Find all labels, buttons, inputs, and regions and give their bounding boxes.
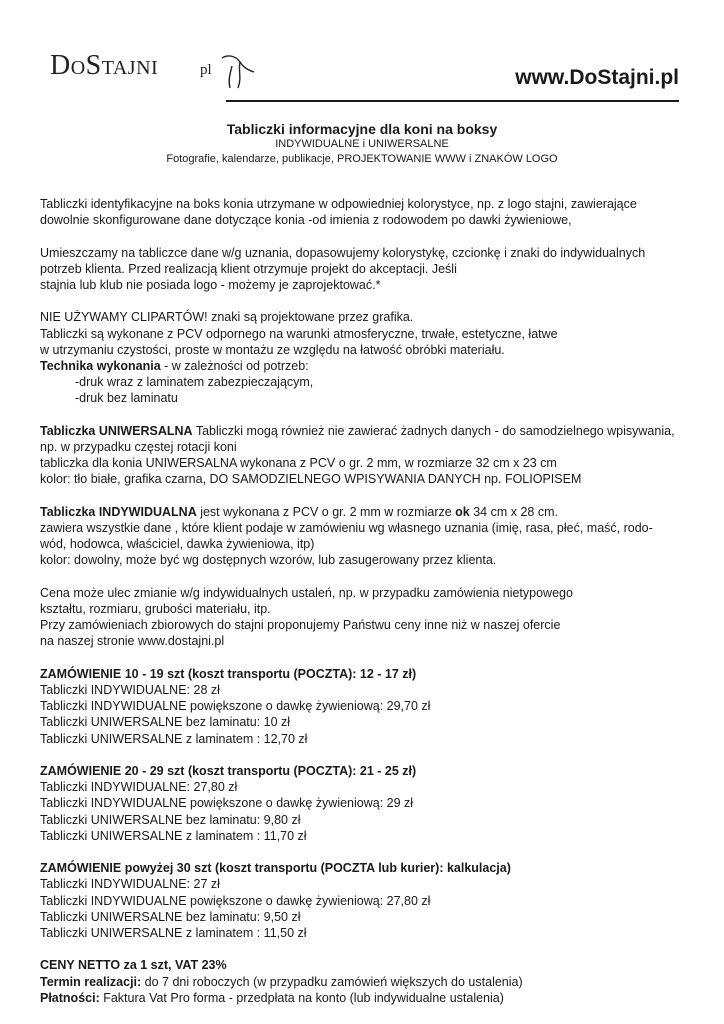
text-line: stajnia lub klub nie posiada logo - możemy je zaprojektować.* (40, 278, 381, 292)
subtitle-line-2: Fotografie, kalendarze, publikacje, PROJEKTOWANIE WWW i ZNAKÓW LOGO (166, 153, 558, 165)
individual-paragraph (40, 504, 690, 569)
title-block (0, 121, 724, 167)
payment-term (40, 990, 690, 1006)
order-heading (40, 860, 690, 876)
technique-line (40, 358, 690, 374)
universal-text: Tabliczki mogą również nie zawierać żadnych danych - do samodzielnego wpisywania, (192, 423, 675, 438)
text-line: potrzeb klienta. Przed realizacją klient otrzymuje projekt do akceptacji. Jeśli (40, 261, 457, 276)
page-title: Tabliczki informacyjne dla koni na boksy (226, 121, 498, 137)
technique-text: - w zależności od potrzeb: (160, 359, 309, 373)
delivery-term-value: do 7 dni roboczych (w przypadku zamówień większych do ustalenia) (141, 974, 523, 989)
price-item: Tabliczki UNIWERSALNE bez laminatu: 10 zł (40, 715, 291, 730)
logo (50, 50, 250, 90)
customization-paragraph (40, 245, 690, 294)
order-heading-text: ZAMÓWIENIE 10 - 19 szt (koszt transportu (POCZTA): 12 - 17 zł) (40, 666, 417, 681)
text-line: kolor: tło białe, grafika czarna, DO SAMODZIELNEGO WPISYWANIA DANYCH np. FOLIOPISEM (40, 472, 582, 487)
universal-paragraph (40, 423, 690, 488)
order-heading (40, 763, 690, 779)
price-item: Tabliczki UNIWERSALNE z laminatem : 12,70 zł (40, 731, 308, 746)
net-prices-note (40, 957, 690, 973)
price-item: Tabliczki INDYWIDUALNE powiększone o dawkę żywieniową: 29 zł (40, 796, 414, 811)
text-line: dowolnie skonfigurowane dane dotyczące konia -od imienia z rodowodem po dawki żywieniowe, (40, 213, 572, 228)
price-item: Tabliczki INDYWIDUALNE powiększone o dawkę żywieniową: 27,80 zł (40, 893, 431, 908)
payment-term-value: Faktura Vat Pro forma - przedpłata na konto (lub indywidualne ustalenia) (99, 990, 504, 1005)
price-item: Tabliczki INDYWIDUALNE: 27,80 zł (40, 780, 238, 795)
text-line (40, 504, 690, 520)
order-heading-text: ZAMÓWIENIE powyżej 30 szt (koszt transportu (POCZTA lub kurier): kalkulacja) (40, 861, 511, 876)
delivery-term-label: Termin realizacji: (40, 974, 142, 989)
text-line: na naszej stronie www.dostajni.pl (40, 634, 225, 649)
text-line (40, 423, 690, 439)
text-line: zawiera wszystkie dane , które klient podaje w zamówieniu wg własnego uznania (imię, rasa, płeć, maść, rodo- (40, 521, 653, 535)
order-tier-1 (40, 666, 690, 747)
order-tier-3 (40, 860, 690, 941)
text-line: w utrzymaniu czystości, proste w montażu ze względu na łatwość obróbki materiału. (40, 342, 505, 357)
individual-label: Tabliczka INDYWIDUALNA (40, 504, 197, 519)
price-item: Tabliczki INDYWIDUALNE: 27 zł (40, 877, 220, 892)
text-line: kształtu, rozmiaru, grubości materiału, itp. (40, 602, 271, 616)
individual-size: 34 cm x 28 cm. (469, 504, 558, 519)
text-line: Cena może ulec zmianie w/g indywidualnych ustaleń, np. w przypadku zamówienia nietypowego (40, 585, 573, 600)
text-line: Przy zamówieniach zbiorowych do stajni proponujemy Państwu ceny inne niż w naszej ofercie (40, 618, 561, 633)
price-item: Tabliczki INDYWIDUALNE powiększone o dawkę żywieniową: 29,70 zł (40, 699, 431, 714)
text-line: Tabliczki są wykonane z PCV odpornego na warunki atmosferyczne, trwałe, estetyczne, łatwe (40, 326, 558, 341)
subtitle-line-1: INDYWIDUALNE i UNIWERSALNE (275, 138, 449, 150)
price-item: Tabliczki UNIWERSALNE bez laminatu: 9,80 zł (40, 812, 301, 827)
order-heading-text: ZAMÓWIENIE 20 - 29 szt (koszt transportu (POCZTA): 21 - 25 zł) (40, 764, 417, 778)
text-line: tabliczka dla konia UNIWERSALNA wykonana z PCV o gr. 2 mm, w rozmiarze 32 cm x 23 cm (40, 456, 557, 471)
horse-icon (218, 52, 258, 92)
delivery-term (40, 974, 690, 990)
technique-label: Technika wykonania (40, 359, 161, 373)
technique-option: -druk wraz z laminatem zabezpieczającym, (75, 375, 314, 390)
document-body (40, 196, 690, 1006)
text-line: Umieszczamy na tabliczce dane w/g uznania, dopasowujemy kolorystykę, czcionkę i znaki do indywidualnych (40, 245, 646, 260)
price-item: Tabliczki INDYWIDUALNE: 28 zł (40, 683, 220, 697)
price-item: Tabliczki UNIWERSALNE z laminatem : 11,50 zł (40, 926, 307, 941)
universal-label: Tabliczka UNIWERSALNA (40, 423, 193, 438)
intro-paragraph (40, 196, 690, 228)
logo-suffix: pl (200, 62, 212, 78)
footer-terms (40, 957, 690, 1006)
header-divider (226, 100, 679, 102)
individual-approx: ok (455, 504, 470, 519)
price-item: Tabliczki UNIWERSALNE z laminatem : 11,70 zł (40, 828, 307, 843)
text-line: NIE UŻYWAMY CLIPARTÓW! znaki są projektowane przez grafika. (40, 310, 414, 325)
text-line: np. w przypadku częstej rotacji koni (40, 440, 237, 454)
text-line: kolor: dowolny, może być wg dostępnych wzorów, lub zasugerowany przez klienta. (40, 553, 497, 568)
logo-text: DoStajni (50, 50, 159, 81)
technique-option: -druk bez laminatu (75, 391, 178, 406)
text-line: wód, hodowca, właściciel, dawka żywieniowa, itp) (40, 537, 315, 552)
text-line: Tabliczki identyfikacyjne na boks konia utrzymane w odpowiedniej kolorystyce, np. z logo stajni, zawierające (40, 197, 637, 211)
site-url[interactable]: www.DoStajni.pl (515, 66, 679, 89)
net-prices-text: CENY NETTO za 1 szt, VAT 23% (40, 958, 227, 973)
payment-term-label: Płatności: (40, 990, 100, 1005)
technique-paragraph (40, 309, 690, 406)
pricing-note-paragraph (40, 585, 690, 650)
order-heading (40, 666, 690, 682)
individual-text: jest wykonana z PCV o gr. 2 mm w rozmiarze (196, 504, 456, 519)
price-item: Tabliczki UNIWERSALNE bez laminatu: 9,50 zł (40, 909, 301, 924)
order-tier-2 (40, 763, 690, 844)
